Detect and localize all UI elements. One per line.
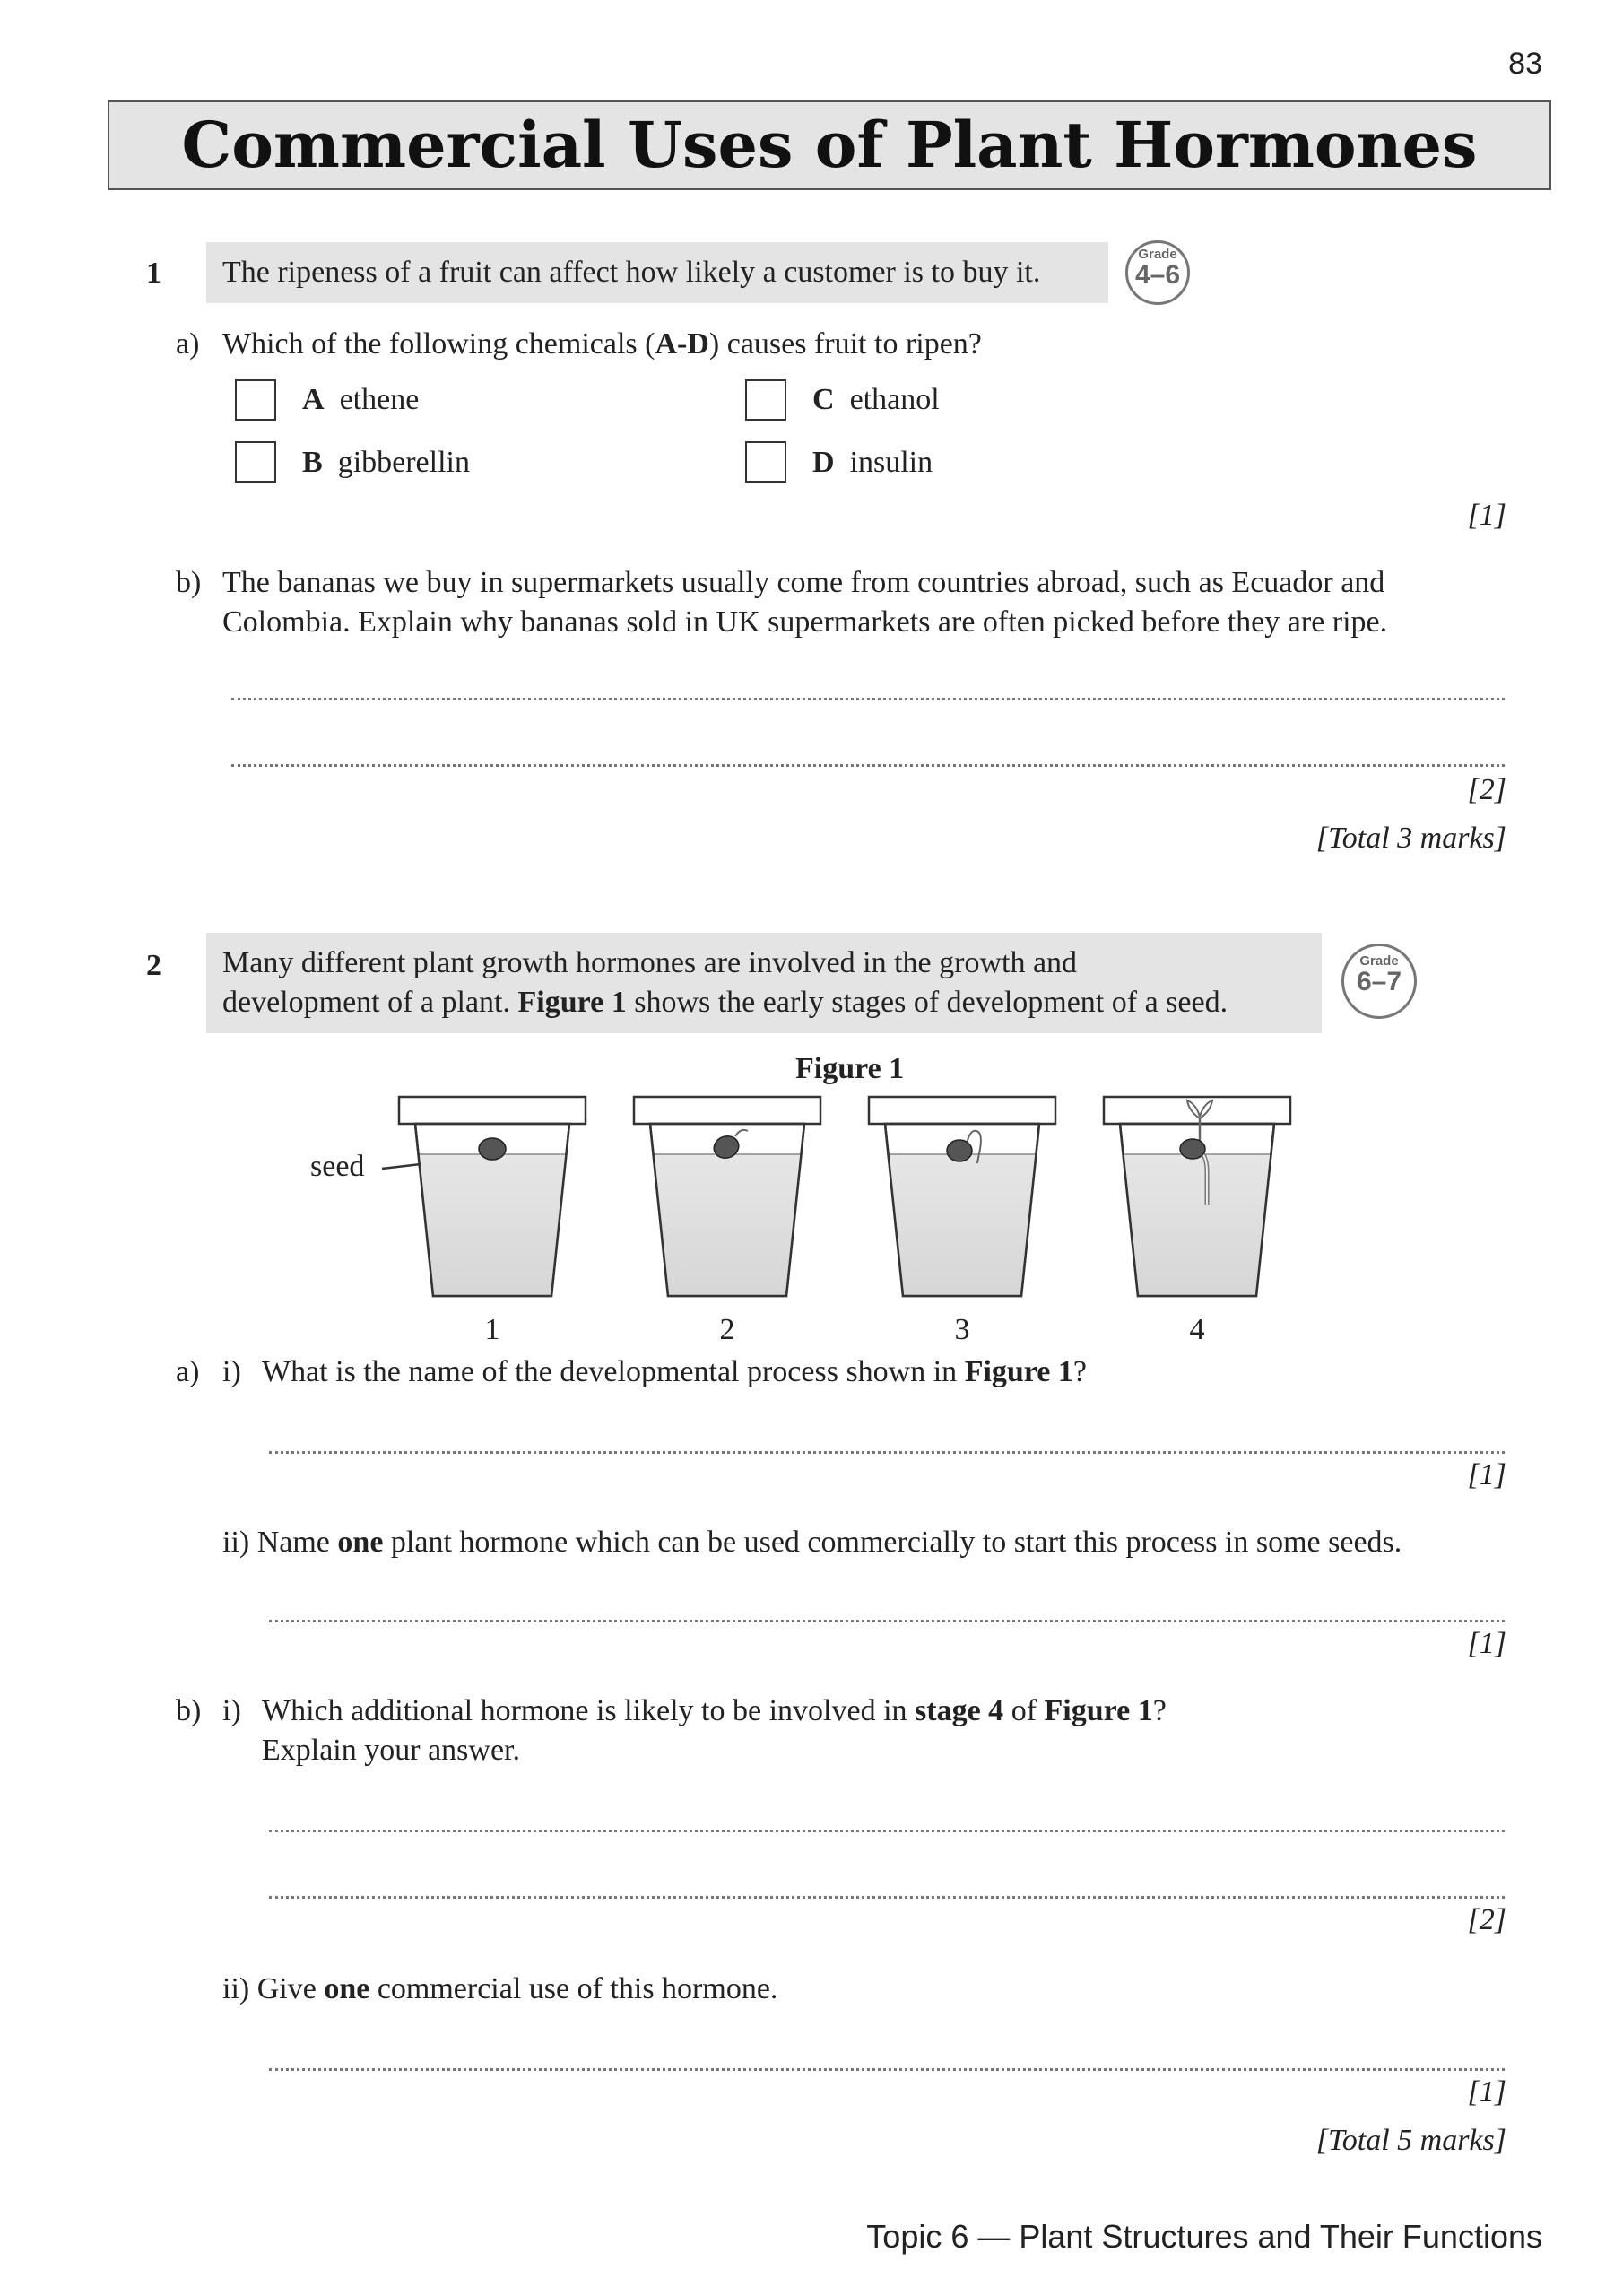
pot-stage-1 xyxy=(399,1097,586,1296)
stage-label-4: 4 xyxy=(1189,1313,1205,1345)
answer-line[interactable] xyxy=(269,2068,1505,2071)
q2bii-post: commercial use of this hormone. xyxy=(369,1972,778,2005)
option-c-letter: C xyxy=(812,383,835,416)
pot-stage-4 xyxy=(1104,1097,1290,1296)
option-d-letter: D xyxy=(812,446,835,479)
grade-badge-q2 xyxy=(1341,944,1417,1019)
option-d-checkbox[interactable] xyxy=(745,441,786,483)
seed-label: seed xyxy=(310,1150,365,1183)
q2aii-question xyxy=(222,1523,1402,1562)
answer-line[interactable] xyxy=(269,1830,1505,1832)
figure-1-seed-germination xyxy=(296,1090,1327,1345)
option-a-text: ethene xyxy=(339,383,420,416)
grade-badge-value: 4–6 xyxy=(1134,260,1181,290)
answer-line[interactable] xyxy=(269,1620,1505,1622)
stage-label-2: 2 xyxy=(719,1313,735,1345)
q2bi-roman: i) xyxy=(222,1694,241,1727)
option-a-checkbox[interactable] xyxy=(235,379,276,421)
grade-badge-label: Grade xyxy=(1359,953,1399,969)
q2aii-post: plant hormone which can be used commercially to start this process in some seeds. xyxy=(383,1526,1402,1559)
page-title: Commercial Uses of Plant Hormones xyxy=(181,108,1478,182)
option-b-letter: B xyxy=(302,446,323,479)
question-2-intro xyxy=(206,933,1322,1033)
option-d-text: insulin xyxy=(849,446,933,479)
option-b-text: gibberellin xyxy=(337,446,470,479)
q2ai-bold: Figure 1 xyxy=(964,1355,1073,1388)
q1a-text-pre: Which of the following chemicals ( xyxy=(222,327,655,361)
q2ai-marks: [1] xyxy=(1467,1458,1506,1492)
title-banner xyxy=(108,100,1551,190)
question-2-number: 2 xyxy=(146,949,161,982)
q1a-question xyxy=(222,325,982,364)
q2bi-post: ? xyxy=(1152,1694,1167,1727)
figure-title-text: Figure 1 xyxy=(795,1052,905,1085)
q2bi-pre: Which additional hormone is likely to be involved in xyxy=(262,1694,916,1727)
question-1-intro-text: The ripeness of a fruit can affect how likely a customer is to buy it. xyxy=(222,256,1041,289)
option-b xyxy=(302,443,470,483)
q1b-label: b) xyxy=(176,566,202,599)
q1a-text-bold: A-D xyxy=(655,327,709,361)
q1a-text-post: ) causes fruit to ripen? xyxy=(708,327,982,361)
intro-bold: Figure 1 xyxy=(517,986,627,1019)
page-number: 83 xyxy=(1508,47,1542,81)
question-2-intro-line-2 xyxy=(222,983,1306,1022)
q2aii-marks: [1] xyxy=(1467,1627,1506,1660)
option-c-checkbox[interactable] xyxy=(745,379,786,421)
pot-stage-3 xyxy=(869,1097,1055,1296)
grade-badge-label: Grade xyxy=(1138,247,1177,262)
option-c-text: ethanol xyxy=(849,383,940,416)
q2b-label: b) xyxy=(176,1694,202,1727)
q1a-marks: [1] xyxy=(1467,499,1506,532)
answer-line[interactable] xyxy=(269,1896,1505,1899)
stage-label-1: 1 xyxy=(484,1313,500,1345)
intro-pre: development of a plant. xyxy=(222,986,518,1019)
q2ai-post: ? xyxy=(1072,1355,1087,1388)
answer-line[interactable] xyxy=(269,1451,1505,1454)
q2aii-roman: ii) xyxy=(222,1526,250,1559)
option-b-checkbox[interactable] xyxy=(235,441,276,483)
grade-badge-q1 xyxy=(1125,240,1190,305)
q2bii-marks: [1] xyxy=(1467,2075,1506,2109)
q2ai-roman: i) xyxy=(222,1355,241,1388)
answer-line[interactable] xyxy=(231,764,1505,767)
q2-total-marks: [Total 5 marks] xyxy=(1315,2124,1506,2157)
question-1-intro xyxy=(206,242,1108,303)
stage-label-3: 3 xyxy=(954,1313,970,1345)
q2ai-question xyxy=(262,1352,1087,1392)
q1a-label: a) xyxy=(176,327,200,361)
seed xyxy=(479,1138,506,1160)
option-a-letter: A xyxy=(302,383,325,416)
question-1-number: 1 xyxy=(146,257,161,290)
q2aii-bold: one xyxy=(337,1526,384,1559)
option-d xyxy=(812,443,933,483)
q2bi-line-2: Explain your answer. xyxy=(262,1734,520,1767)
grade-badge-value: 6–7 xyxy=(1356,967,1402,996)
q2bii-bold: one xyxy=(324,1972,370,2005)
figure-title xyxy=(795,1049,904,1089)
q1b-line-1: The bananas we buy in supermarkets usually come from countries abroad, such as Ecuador and xyxy=(222,566,1385,599)
option-a xyxy=(302,380,419,420)
q1b-marks: [2] xyxy=(1467,773,1506,806)
q2bii-pre: Give xyxy=(256,1972,325,2005)
q2bi-bold-1: stage 4 xyxy=(915,1694,1004,1727)
q1-total-marks: [Total 3 marks] xyxy=(1315,822,1506,855)
q2a-label: a) xyxy=(176,1355,200,1388)
option-c xyxy=(812,380,940,420)
seed xyxy=(947,1140,972,1161)
intro-post: shows the early stages of development of a seed. xyxy=(626,986,1228,1019)
q2bii-roman: ii) xyxy=(222,1972,250,2005)
q2bi-marks: [2] xyxy=(1467,1903,1506,1936)
answer-line[interactable] xyxy=(231,698,1505,700)
q2bi-mid: of xyxy=(1003,1694,1045,1727)
seed xyxy=(1180,1139,1205,1159)
q1b-line-2: Colombia. Explain why bananas sold in UK supermarkets are often picked before they are ripe. xyxy=(222,605,1388,639)
q2bii-question xyxy=(222,1970,777,2009)
page-footer: Topic 6 — Plant Structures and Their Functions xyxy=(866,2218,1542,2255)
q2bi-question xyxy=(262,1692,1167,1731)
q2bi-bold-2: Figure 1 xyxy=(1044,1694,1153,1727)
question-2-intro-line-1: Many different plant growth hormones are involved in the growth and xyxy=(222,946,1078,979)
q2ai-pre: What is the name of the developmental process shown in xyxy=(262,1355,965,1388)
q2aii-pre: Name xyxy=(256,1526,338,1559)
pot-stage-2 xyxy=(634,1097,820,1296)
